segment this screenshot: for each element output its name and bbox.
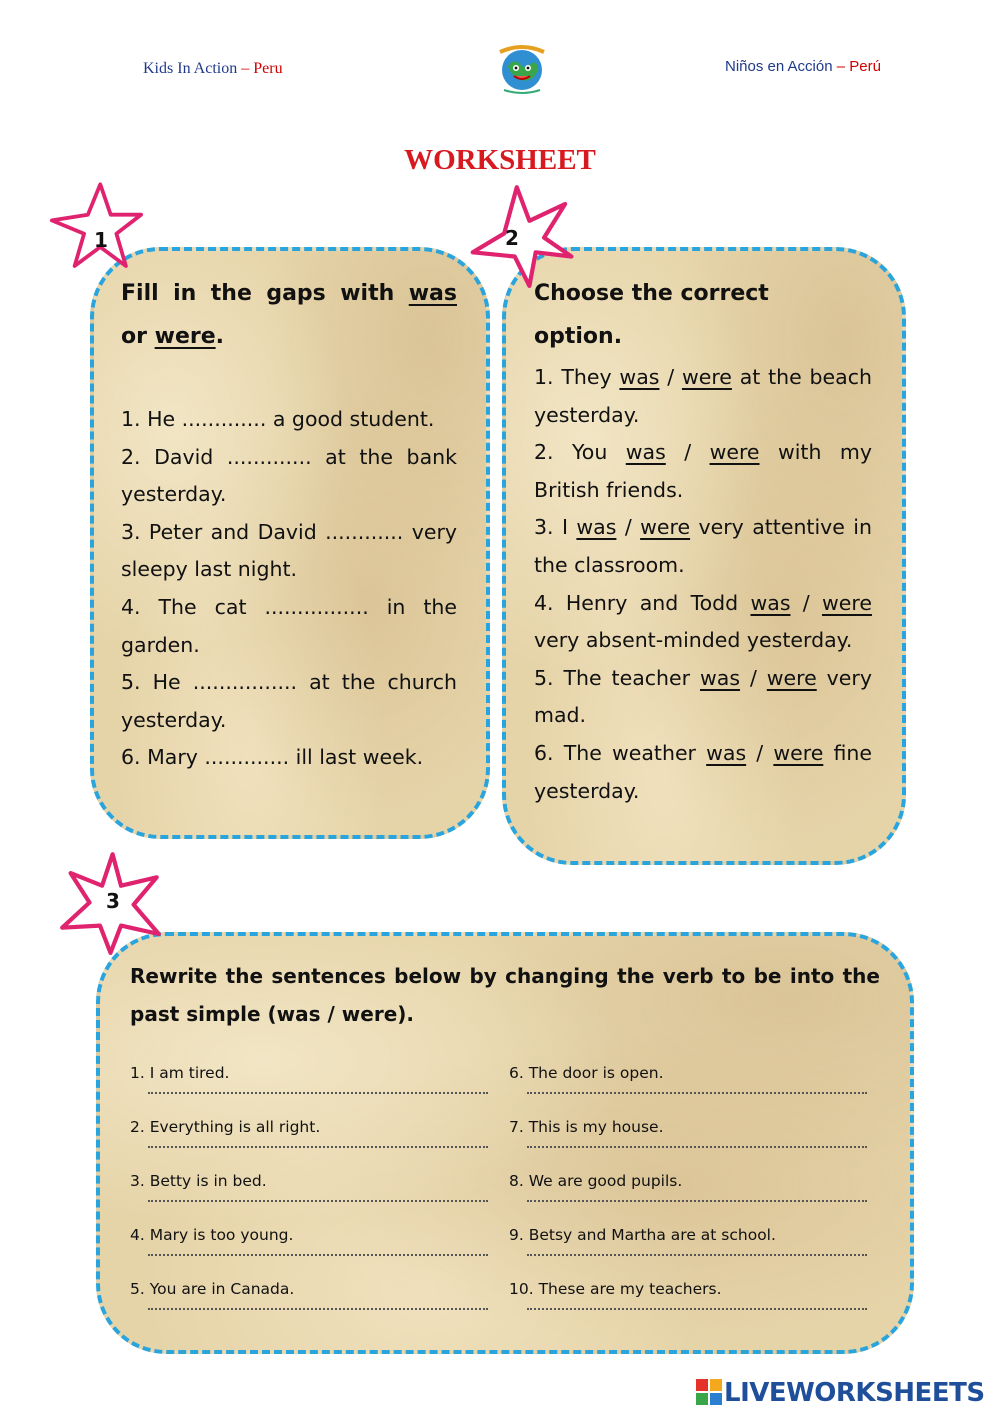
option-separator: / xyxy=(740,665,767,690)
option-were[interactable]: were xyxy=(766,665,817,690)
s2-item-text: very mad. xyxy=(534,665,872,728)
s1-item: 4. The cat ................ in the garden. xyxy=(121,594,457,657)
header-peru-es: – Perú xyxy=(836,58,881,75)
s3-sentence: 8. We are good pupils. xyxy=(509,1172,683,1190)
s2-item-text: very attentive in the classroom. xyxy=(534,515,872,577)
s3-sentence: 6. The door is open. xyxy=(509,1064,664,1082)
s2-item xyxy=(534,735,872,810)
answer-line[interactable] xyxy=(148,1308,488,1310)
header-peru: – Peru xyxy=(241,60,283,77)
header-in-action: In Action xyxy=(173,60,242,77)
s1-item: 5. He ................ at the church yesterday. xyxy=(121,670,457,732)
section-1-number: 1 xyxy=(94,228,108,252)
s3-sentence: 9. Betsy and Martha are at school. xyxy=(509,1226,776,1244)
option-was[interactable]: was xyxy=(576,515,617,540)
s3-item xyxy=(130,1280,490,1334)
s3-item xyxy=(130,1118,490,1172)
option-were[interactable]: were xyxy=(681,365,732,389)
section-1-heading xyxy=(121,272,457,358)
answer-line[interactable] xyxy=(148,1092,488,1094)
s2-item xyxy=(534,359,872,434)
s2-item-text: 5. The teacher xyxy=(534,665,700,690)
liveworksheets-text: LIVEWORKSHEETS xyxy=(724,1378,985,1408)
option-was[interactable]: was xyxy=(619,365,660,389)
s2-item-text: 3. I xyxy=(534,515,577,540)
page-title: WORKSHEET xyxy=(404,144,596,176)
s3-item xyxy=(130,1226,490,1280)
s2-item-text: very absent-minded yesterday. xyxy=(534,628,853,653)
option-were[interactable]: were xyxy=(822,590,872,615)
option-were[interactable]: were xyxy=(640,515,691,540)
option-was[interactable]: was xyxy=(625,440,666,465)
option-separator: / xyxy=(746,740,774,765)
s3-item xyxy=(130,1172,490,1226)
answer-line[interactable] xyxy=(527,1092,867,1094)
s3-item xyxy=(509,1172,869,1226)
section-2-list xyxy=(534,359,872,810)
s2-item-text: 1. They xyxy=(534,365,620,389)
s1-item: 3. Peter and David ............ very sleepy last night. xyxy=(121,519,457,582)
answer-line[interactable] xyxy=(527,1200,867,1202)
answer-line[interactable] xyxy=(527,1254,867,1256)
s3-sentence: 2. Everything is all right. xyxy=(130,1118,321,1136)
s1-item: 2. David ............. at the bank yesterday. xyxy=(121,444,457,507)
s3-sentence: 5. You are in Canada. xyxy=(130,1280,295,1298)
section-3-number: 3 xyxy=(106,889,120,913)
s2-item-text: with my British friends. xyxy=(534,440,872,502)
option-separator: / xyxy=(790,590,823,615)
section-3-heading: Rewrite the sentences below by changing the verb to be into the past simple (was / were). xyxy=(130,964,880,1026)
option-was[interactable]: was xyxy=(700,665,741,690)
section-3-right-column xyxy=(509,1064,869,1334)
s2-item xyxy=(534,585,872,660)
section-2-heading: Choose the correct option. xyxy=(534,281,769,349)
s2-item-text: at the beach yesterday. xyxy=(534,365,872,427)
s3-item xyxy=(509,1118,869,1172)
answer-line[interactable] xyxy=(527,1146,867,1148)
liveworksheets-branding xyxy=(696,1378,985,1408)
s2-item xyxy=(534,434,872,509)
s2-item-text: 6. The weather xyxy=(534,740,707,765)
answer-line[interactable] xyxy=(527,1308,867,1310)
option-separator: / xyxy=(665,440,710,465)
option-were[interactable]: were xyxy=(709,440,760,465)
answer-line[interactable] xyxy=(148,1254,488,1256)
s1-heading-or: or xyxy=(121,324,155,349)
s3-item xyxy=(130,1064,490,1118)
option-was[interactable]: was xyxy=(706,740,747,765)
s1-item: 1. He ............. a good student. xyxy=(121,407,435,431)
s3-sentence: 7. This is my house. xyxy=(509,1118,664,1136)
header-kids: Kids xyxy=(143,60,174,77)
s2-item xyxy=(534,660,872,735)
s1-heading-text: Fill in the gaps with xyxy=(121,281,409,306)
section-2-number: 2 xyxy=(505,226,519,250)
s2-item-text: 4. Henry and Todd xyxy=(534,590,751,615)
section-3-left-column xyxy=(130,1064,490,1334)
s1-item: 6. Mary ............. ill last week. xyxy=(121,745,424,770)
header-ninos: Niños en Acción xyxy=(725,58,837,75)
s2-item-text: fine yesterday. xyxy=(534,740,872,803)
s2-item-text: 2. You xyxy=(534,440,626,465)
s3-sentence: 1. I am tired. xyxy=(130,1064,230,1082)
s1-heading-end: . xyxy=(215,324,224,349)
s3-sentence: 10. These are my teachers. xyxy=(509,1280,722,1298)
s1-heading-were: were xyxy=(154,324,216,349)
option-was[interactable]: was xyxy=(750,590,791,615)
s3-item xyxy=(509,1226,869,1280)
s3-item xyxy=(509,1280,869,1334)
s3-sentence: 3. Betty is in bed. xyxy=(130,1172,267,1190)
s2-item xyxy=(534,509,872,584)
header-left-text xyxy=(143,60,283,78)
s3-sentence: 4. Mary is too young. xyxy=(130,1226,294,1244)
header-right-text xyxy=(725,58,881,75)
option-separator: / xyxy=(659,365,682,389)
answer-line[interactable] xyxy=(148,1146,488,1148)
liveworksheets-logo-icon xyxy=(696,1379,722,1405)
section-1-list xyxy=(121,401,457,777)
s3-item xyxy=(509,1064,869,1118)
answer-line[interactable] xyxy=(148,1200,488,1202)
option-separator: / xyxy=(616,515,641,540)
kids-in-action-logo xyxy=(494,40,550,96)
s1-heading-was: was xyxy=(408,281,457,306)
option-were[interactable]: were xyxy=(773,740,824,765)
